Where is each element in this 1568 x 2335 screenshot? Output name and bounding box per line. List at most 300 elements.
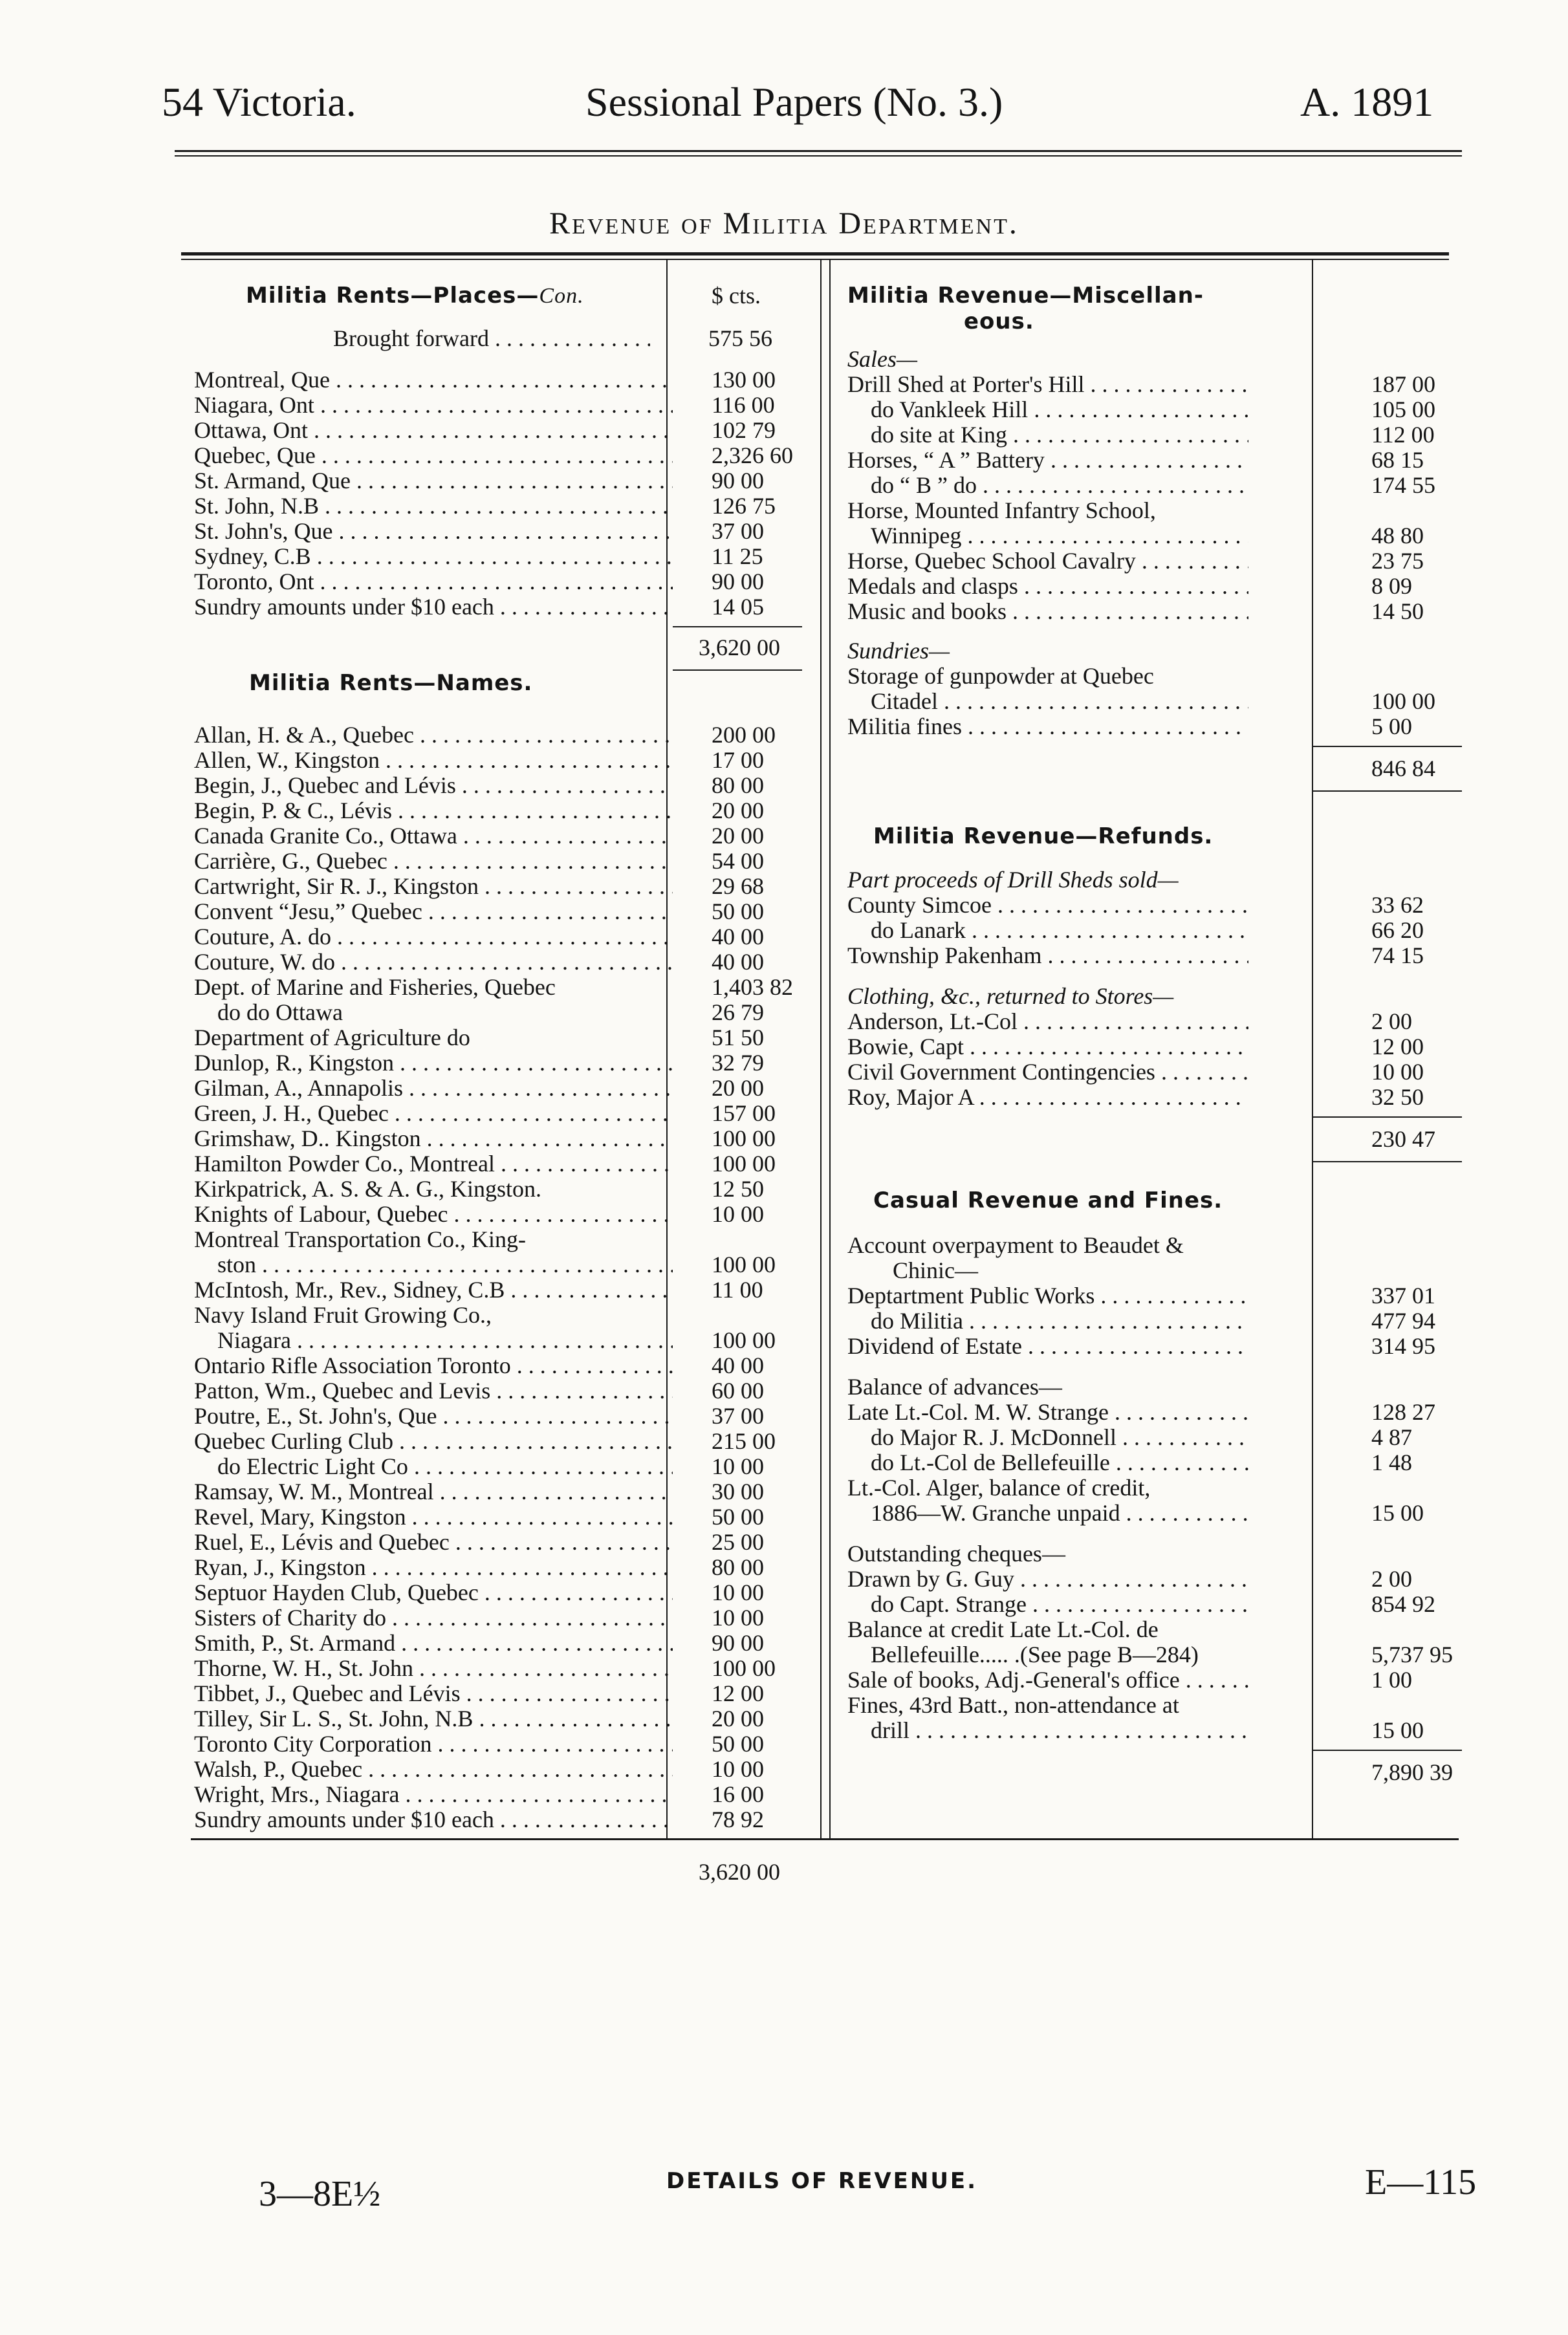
refunds-total: 230 47 bbox=[1371, 1126, 1435, 1152]
bottom-rule bbox=[191, 1838, 1459, 1840]
list-item bbox=[194, 1050, 802, 1076]
list-item bbox=[194, 1580, 802, 1605]
item-amount: 40 00 bbox=[712, 949, 764, 975]
item-amount: 40 00 bbox=[712, 1352, 764, 1378]
item-label: do Lanark . . . bbox=[847, 918, 1248, 943]
places-total-rule bbox=[673, 626, 802, 627]
item-amount: 116 00 bbox=[712, 392, 775, 418]
item-amount: 100 00 bbox=[712, 1655, 776, 1681]
item-amount: 15 00 bbox=[1371, 1500, 1424, 1526]
item-amount: 100 00 bbox=[1371, 688, 1435, 714]
item-label: Cartwright, Sir R. J., Kingston . . . bbox=[194, 874, 673, 899]
list-item bbox=[847, 1400, 1462, 1425]
list-item bbox=[847, 664, 1462, 689]
item-label: Late Lt.-Col. M. W. Strange . . . bbox=[847, 1400, 1248, 1425]
item-amount: 37 00 bbox=[712, 518, 764, 544]
item-label: Horses, “ A ” Battery . . . bbox=[847, 448, 1248, 473]
item-label: Fines, 43rd Batt., non-attendance at bbox=[847, 1692, 1179, 1718]
item-amount: 25 00 bbox=[712, 1529, 764, 1555]
item-amount: 2 00 bbox=[1371, 1566, 1412, 1592]
item-amount: 157 00 bbox=[712, 1100, 776, 1126]
item-label: McIntosh, Mr., Rev., Sidney, C.B . . . bbox=[194, 1277, 673, 1303]
item-amount: 2 00 bbox=[1371, 1008, 1412, 1034]
casual-total-rule bbox=[1313, 1750, 1462, 1751]
item-label: do do Ottawa bbox=[217, 999, 343, 1025]
item-label: Balance at credit Late Lt.-Col. de bbox=[847, 1616, 1159, 1642]
refunds-total-row bbox=[847, 1127, 1462, 1152]
item-amount: 51 50 bbox=[712, 1025, 764, 1050]
list-item bbox=[194, 418, 802, 443]
list-item bbox=[194, 1303, 802, 1328]
list-item bbox=[194, 1454, 802, 1479]
item-amount: 126 75 bbox=[712, 493, 776, 519]
item-label: do Lt.-Col de Bellefeuille . . . bbox=[847, 1450, 1248, 1475]
list-item bbox=[847, 523, 1462, 548]
item-amount: 14 05 bbox=[712, 594, 764, 620]
cheques-heading: Outstanding cheques— bbox=[847, 1541, 1065, 1567]
list-item bbox=[847, 1693, 1462, 1718]
item-label: drill . . . bbox=[847, 1718, 1248, 1743]
list-item bbox=[194, 823, 802, 849]
list-item bbox=[194, 1101, 802, 1126]
item-label: Department of Agriculture do bbox=[194, 1025, 470, 1050]
item-label: Convent “Jesu,” Quebec . . . bbox=[194, 899, 673, 924]
list-item bbox=[847, 1501, 1462, 1526]
item-label: Couture, A. do . . . bbox=[194, 924, 673, 950]
section-title-misc-cont: eous. bbox=[964, 309, 1034, 334]
sales-heading: Sales— bbox=[847, 346, 917, 372]
item-label: Thorne, W. H., St. John . . . bbox=[194, 1656, 673, 1681]
list-item bbox=[194, 1252, 802, 1277]
item-label: St. Armand, Que . . . bbox=[194, 468, 673, 494]
item-amount: 14 50 bbox=[1371, 598, 1424, 624]
other-list bbox=[847, 1617, 1462, 1743]
account-heading-row2 bbox=[847, 1258, 1462, 1283]
item-amount: 20 00 bbox=[712, 1075, 764, 1101]
item-label: Poutre, E., St. John's, Que . . . bbox=[194, 1404, 673, 1429]
header-right: A. 1891 bbox=[1300, 79, 1434, 125]
item-amount: 74 15 bbox=[1371, 942, 1424, 968]
list-item bbox=[194, 1000, 802, 1025]
advances-heading: Balance of advances— bbox=[847, 1374, 1062, 1400]
list-item bbox=[194, 1681, 802, 1706]
item-label: Storage of gunpowder at Quebec bbox=[847, 663, 1154, 689]
item-amount: 10 00 bbox=[712, 1756, 764, 1782]
list-item bbox=[847, 1009, 1462, 1034]
clothing-heading: Clothing, &c., returned to Stores— bbox=[847, 983, 1174, 1009]
places-total-row bbox=[194, 635, 802, 660]
list-item bbox=[847, 1034, 1462, 1059]
item-label: Medals and clasps . . . bbox=[847, 574, 1248, 599]
list-item bbox=[194, 899, 802, 924]
header-center: Sessional Papers (No. 3.) bbox=[585, 79, 1003, 125]
item-label: Dept. of Marine and Fisheries, Quebec bbox=[194, 974, 556, 1000]
item-label: Montreal Transportation Co., King- bbox=[194, 1226, 526, 1252]
item-amount: 20 00 bbox=[712, 1706, 764, 1732]
item-amount: 80 00 bbox=[712, 1554, 764, 1580]
misc-title-row2 bbox=[847, 309, 1462, 335]
item-label: Smith, P., St. Armand . . . bbox=[194, 1631, 673, 1656]
item-amount: 90 00 bbox=[712, 1630, 764, 1656]
list-item bbox=[847, 1475, 1462, 1501]
places-total: 3,620 00 bbox=[699, 635, 780, 660]
footer-left: 3—8E½ bbox=[259, 2174, 381, 2214]
section-names-header bbox=[194, 671, 802, 703]
list-item bbox=[194, 748, 802, 773]
section-title-places: Militia Rents—Places—Con. bbox=[246, 283, 584, 309]
list-item bbox=[194, 1479, 802, 1504]
item-label: Militia fines . . . bbox=[847, 714, 1248, 739]
item-amount: 68 15 bbox=[1371, 447, 1424, 473]
item-amount: 105 00 bbox=[1371, 396, 1435, 422]
item-label: do Major R. J. McDonnell . . . bbox=[847, 1425, 1248, 1450]
list-item bbox=[194, 1353, 802, 1378]
item-label: Citadel . . . bbox=[847, 689, 1248, 714]
item-label: do Militia . . . bbox=[847, 1309, 1248, 1334]
list-item bbox=[194, 1025, 802, 1050]
list-item bbox=[194, 1807, 802, 1832]
list-item bbox=[194, 1076, 802, 1101]
refunds-title-row bbox=[847, 824, 1462, 849]
item-label: Sundry amounts under $10 each . . . bbox=[194, 594, 673, 620]
item-label: Anderson, Lt.-Col . . . bbox=[847, 1009, 1248, 1034]
item-label: 1886—W. Granche unpaid . . . bbox=[847, 1501, 1248, 1526]
item-label: Toronto City Corporation . . . bbox=[194, 1732, 673, 1757]
list-item bbox=[194, 1706, 802, 1732]
item-amount: 1 48 bbox=[1371, 1450, 1412, 1475]
item-label: Music and books . . . bbox=[847, 599, 1248, 624]
item-label: Sydney, C.B . . . bbox=[194, 544, 673, 569]
footer-right: E—115 bbox=[1365, 2162, 1477, 2202]
account-heading-cont: Chinic— bbox=[893, 1257, 978, 1283]
list-item bbox=[194, 1555, 802, 1580]
item-label: Sundry amounts under $10 each . . . bbox=[194, 1807, 673, 1832]
list-item bbox=[194, 1757, 802, 1782]
item-amount: 16 00 bbox=[712, 1781, 764, 1807]
misc-title-row bbox=[847, 283, 1462, 309]
item-label: Horse, Quebec School Cavalry . . . bbox=[847, 548, 1248, 574]
item-label: Dividend of Estate . . . bbox=[847, 1334, 1248, 1359]
list-item bbox=[194, 1605, 802, 1631]
item-amount: 29 68 bbox=[712, 873, 764, 899]
item-label: Green, J. H., Quebec . . . bbox=[194, 1101, 673, 1126]
item-label: Tibbet, J., Quebec and Lévis . . . bbox=[194, 1681, 673, 1706]
item-label: Ottawa, Ont . . . bbox=[194, 418, 673, 443]
item-label: do “ B ” do . . . bbox=[847, 473, 1248, 498]
refunds-heading-row bbox=[847, 867, 1462, 893]
list-item bbox=[847, 1085, 1462, 1110]
list-item bbox=[847, 422, 1462, 448]
item-amount: 12 00 bbox=[1371, 1034, 1424, 1059]
item-amount: 20 00 bbox=[712, 798, 764, 823]
names-total: 3,620 00 bbox=[699, 1859, 780, 1885]
list-item bbox=[194, 1151, 802, 1177]
item-label: Ruel, E., Lévis and Quebec . . . bbox=[194, 1530, 673, 1555]
item-amount: 32 50 bbox=[1371, 1084, 1424, 1110]
item-amount: 40 00 bbox=[712, 924, 764, 950]
list-item bbox=[194, 367, 802, 393]
list-item bbox=[194, 1429, 802, 1454]
list-item bbox=[194, 874, 802, 899]
item-amount: 100 00 bbox=[712, 1151, 776, 1177]
item-amount: 130 00 bbox=[712, 367, 776, 393]
header-left: 54 Victoria. bbox=[162, 79, 356, 125]
refunds-list bbox=[847, 893, 1462, 968]
list-item bbox=[847, 372, 1462, 397]
account-list bbox=[847, 1283, 1462, 1359]
item-label: Kirkpatrick, A. S. & A. G., Kingston. bbox=[194, 1176, 541, 1202]
sales-list bbox=[847, 372, 1462, 624]
list-item bbox=[194, 1378, 802, 1404]
center-rule-b bbox=[829, 260, 831, 1838]
list-item bbox=[194, 1177, 802, 1202]
item-amount: 314 95 bbox=[1371, 1333, 1435, 1359]
clothing-heading-row bbox=[847, 984, 1462, 1009]
list-item bbox=[194, 798, 802, 823]
list-item bbox=[847, 1718, 1462, 1743]
list-item bbox=[194, 1126, 802, 1151]
list-item bbox=[194, 544, 802, 569]
list-item bbox=[194, 1530, 802, 1555]
item-amount: 26 79 bbox=[712, 999, 764, 1025]
item-amount: 12 50 bbox=[712, 1176, 764, 1202]
item-amount: 78 92 bbox=[712, 1807, 764, 1832]
item-label: Knights of Labour, Quebec . . . bbox=[194, 1202, 673, 1227]
advances-list bbox=[847, 1400, 1462, 1526]
account-heading: Account overpayment to Beaudet & bbox=[847, 1232, 1184, 1258]
item-amount: 854 92 bbox=[1371, 1591, 1435, 1617]
item-label: do Electric Light Co . . . bbox=[194, 1454, 673, 1479]
list-item bbox=[847, 548, 1462, 574]
list-item bbox=[194, 722, 802, 748]
list-item bbox=[847, 574, 1462, 599]
list-item bbox=[194, 519, 802, 544]
item-label: Quebec, Que . . . bbox=[194, 443, 673, 468]
item-amount: 4 87 bbox=[1371, 1424, 1412, 1450]
misc-total-row bbox=[847, 756, 1462, 781]
item-label: Roy, Major A . . . bbox=[847, 1085, 1248, 1110]
item-label: Ontario Rifle Association Toronto . . . bbox=[194, 1353, 673, 1378]
item-label: Navy Island Fruit Growing Co., bbox=[194, 1302, 492, 1328]
list-item bbox=[847, 943, 1462, 968]
item-label: Allen, W., Kingston . . . bbox=[194, 748, 673, 773]
item-label: Patton, Wm., Quebec and Levis . . . bbox=[194, 1378, 673, 1404]
misc-total-underline bbox=[1313, 790, 1462, 792]
list-item bbox=[194, 773, 802, 798]
names-total-row bbox=[194, 1860, 802, 1885]
item-amount: 54 00 bbox=[712, 848, 764, 874]
list-item bbox=[194, 393, 802, 418]
list-item bbox=[194, 1732, 802, 1757]
item-amount: 20 00 bbox=[712, 823, 764, 849]
item-label: Carrière, G., Quebec . . . bbox=[194, 849, 673, 874]
advances-heading-row bbox=[847, 1374, 1462, 1400]
section-title-casual: Casual Revenue and Fines. bbox=[873, 1188, 1223, 1213]
item-amount: 12 00 bbox=[712, 1680, 764, 1706]
item-amount: 50 00 bbox=[712, 898, 764, 924]
list-item bbox=[847, 1309, 1462, 1334]
item-amount: 60 00 bbox=[712, 1378, 764, 1404]
right-column bbox=[847, 283, 1462, 1785]
item-amount: 477 94 bbox=[1371, 1308, 1435, 1334]
account-heading-row bbox=[847, 1233, 1462, 1258]
list-item bbox=[847, 1283, 1462, 1309]
list-item bbox=[194, 468, 802, 494]
item-label: Canada Granite Co., Ottawa . . . bbox=[194, 823, 673, 849]
brought-forward-label: Brought forward . . . bbox=[333, 326, 650, 351]
item-label: Winnipeg . . . bbox=[847, 523, 1248, 548]
item-label: Niagara . . . bbox=[194, 1328, 673, 1353]
list-item bbox=[847, 1567, 1462, 1592]
list-item bbox=[847, 1592, 1462, 1617]
item-amount: 32 79 bbox=[712, 1050, 764, 1076]
list-item bbox=[847, 1617, 1462, 1642]
list-item bbox=[194, 1404, 802, 1429]
item-amount: 17 00 bbox=[712, 747, 764, 773]
item-amount: 10 00 bbox=[712, 1605, 764, 1631]
list-item bbox=[194, 569, 802, 594]
places-list bbox=[194, 367, 802, 620]
item-amount: 5 00 bbox=[1371, 713, 1412, 739]
refunds-total-underline bbox=[1313, 1161, 1462, 1162]
item-label: Deptartment Public Works . . . bbox=[847, 1283, 1248, 1309]
sundries-heading: Sundries— bbox=[847, 638, 950, 664]
item-amount: 66 20 bbox=[1371, 917, 1424, 943]
item-amount: 33 62 bbox=[1371, 892, 1424, 918]
section-title-refunds: Militia Revenue—Refunds. bbox=[873, 823, 1214, 849]
item-label: Sale of books, Adj.-General's office . . . bbox=[847, 1667, 1248, 1693]
list-item bbox=[847, 714, 1462, 739]
list-item bbox=[847, 918, 1462, 943]
list-item bbox=[847, 1059, 1462, 1085]
list-item bbox=[194, 950, 802, 975]
item-label: Sisters of Charity do . . . bbox=[194, 1605, 673, 1631]
item-label: Montreal, Que . . . bbox=[194, 367, 673, 393]
item-label: Horse, Mounted Infantry School, bbox=[847, 497, 1156, 523]
list-item bbox=[194, 975, 802, 1000]
title-rule-bottom bbox=[181, 259, 1449, 260]
item-amount: 100 00 bbox=[712, 1252, 776, 1277]
item-label: Allan, H. & A., Quebec . . . bbox=[194, 722, 673, 748]
cheques-list bbox=[847, 1567, 1462, 1617]
item-amount: 80 00 bbox=[712, 772, 764, 798]
item-amount: 10 00 bbox=[712, 1201, 764, 1227]
item-amount: 100 00 bbox=[712, 1327, 776, 1353]
item-label: Quebec Curling Club . . . bbox=[194, 1429, 673, 1454]
item-amount: 128 27 bbox=[1371, 1399, 1435, 1425]
item-label: County Simcoe . . . bbox=[847, 893, 1248, 918]
item-amount: 11 00 bbox=[712, 1277, 763, 1303]
item-label: St. John, N.B . . . bbox=[194, 494, 673, 519]
list-item bbox=[847, 1450, 1462, 1475]
header-rule-bottom bbox=[175, 155, 1462, 157]
misc-total: 846 84 bbox=[1371, 755, 1435, 781]
refunds-heading: Part proceeds of Drill Sheds sold— bbox=[847, 867, 1179, 893]
brought-forward-amount: 575 56 bbox=[708, 325, 772, 351]
list-item bbox=[194, 594, 802, 620]
item-label: ston . . . bbox=[194, 1252, 673, 1277]
list-item bbox=[194, 924, 802, 950]
cheques-heading-row bbox=[847, 1541, 1462, 1567]
item-label: Gilman, A., Annapolis . . . bbox=[194, 1076, 673, 1101]
item-amount: 15 00 bbox=[1371, 1717, 1424, 1743]
list-item bbox=[194, 1227, 802, 1252]
item-label: Grimshaw, D.. Kingston . . . bbox=[194, 1126, 673, 1151]
item-amount: 90 00 bbox=[712, 468, 764, 494]
section-title-misc: Militia Revenue—Miscellan- bbox=[847, 283, 1204, 309]
list-item bbox=[847, 1642, 1462, 1667]
item-label: Walsh, P., Quebec . . . bbox=[194, 1757, 673, 1782]
item-amount: 2,326 60 bbox=[712, 442, 793, 468]
item-label: Wright, Mrs., Niagara . . . bbox=[194, 1782, 673, 1807]
item-amount: 8 09 bbox=[1371, 573, 1412, 599]
item-amount: 337 01 bbox=[1371, 1283, 1435, 1309]
item-amount: 5,737 95 bbox=[1371, 1642, 1453, 1667]
item-label: Lt.-Col. Alger, balance of credit, bbox=[847, 1475, 1151, 1501]
sales-heading-row bbox=[847, 347, 1462, 372]
list-item bbox=[847, 689, 1462, 714]
item-amount: 37 00 bbox=[712, 1403, 764, 1429]
item-amount: 10 00 bbox=[712, 1453, 764, 1479]
brought-forward-row bbox=[194, 326, 802, 361]
item-amount: 30 00 bbox=[712, 1479, 764, 1504]
list-item bbox=[194, 1328, 802, 1353]
footer-center: DETAILS OF REVENUE. bbox=[666, 2168, 978, 2194]
item-label: Bellefeuille..... .(See page B—284) bbox=[871, 1642, 1199, 1667]
item-label: Begin, P. & C., Lévis . . . bbox=[194, 798, 673, 823]
item-amount: 200 00 bbox=[712, 722, 776, 748]
list-item bbox=[194, 1277, 802, 1303]
item-amount: 48 80 bbox=[1371, 523, 1424, 548]
item-amount: 11 25 bbox=[712, 543, 763, 569]
item-amount: 1 00 bbox=[1371, 1667, 1412, 1693]
header-rule-top bbox=[175, 150, 1462, 152]
list-item bbox=[847, 1334, 1462, 1359]
item-amount: 187 00 bbox=[1371, 371, 1435, 397]
list-item bbox=[847, 473, 1462, 498]
misc-total-rule bbox=[1313, 746, 1462, 747]
page-title: Revenue of Militia Department. bbox=[549, 206, 1019, 241]
item-label: Hamilton Powder Co., Montreal . . . bbox=[194, 1151, 673, 1177]
item-label: Dunlop, R., Kingston . . . bbox=[194, 1050, 673, 1076]
item-label: Drill Shed at Porter's Hill . . . bbox=[847, 372, 1248, 397]
clothing-list bbox=[847, 1009, 1462, 1110]
title-rule-top bbox=[181, 252, 1449, 255]
item-label: Bowie, Capt . . . bbox=[847, 1034, 1248, 1059]
item-label: Septuor Hayden Club, Quebec . . . bbox=[194, 1580, 673, 1605]
item-label: Ryan, J., Kingston . . . bbox=[194, 1555, 673, 1580]
section-places-header bbox=[194, 283, 802, 320]
item-amount: 90 00 bbox=[712, 569, 764, 594]
item-label: Drawn by G. Guy . . . bbox=[847, 1567, 1248, 1592]
item-label: Revel, Mary, Kingston . . . bbox=[194, 1504, 673, 1530]
list-item bbox=[847, 1667, 1462, 1693]
casual-title-row bbox=[847, 1188, 1462, 1213]
list-item bbox=[194, 1631, 802, 1656]
list-item bbox=[847, 1425, 1462, 1450]
amount-column-header: $ cts. bbox=[712, 283, 761, 309]
item-label: Toronto, Ont . . . bbox=[194, 569, 673, 594]
item-label: Tilley, Sir L. S., St. John, N.B . . . bbox=[194, 1706, 673, 1732]
refunds-total-rule bbox=[1313, 1116, 1462, 1118]
item-amount: 215 00 bbox=[712, 1428, 776, 1454]
section-title-names: Militia Rents—Names. bbox=[249, 670, 533, 696]
left-column bbox=[194, 283, 802, 1885]
item-amount: 102 79 bbox=[712, 417, 776, 443]
item-label: do site at King . . . bbox=[847, 422, 1248, 448]
item-label: Township Pakenham . . . bbox=[847, 943, 1248, 968]
list-item bbox=[847, 498, 1462, 523]
